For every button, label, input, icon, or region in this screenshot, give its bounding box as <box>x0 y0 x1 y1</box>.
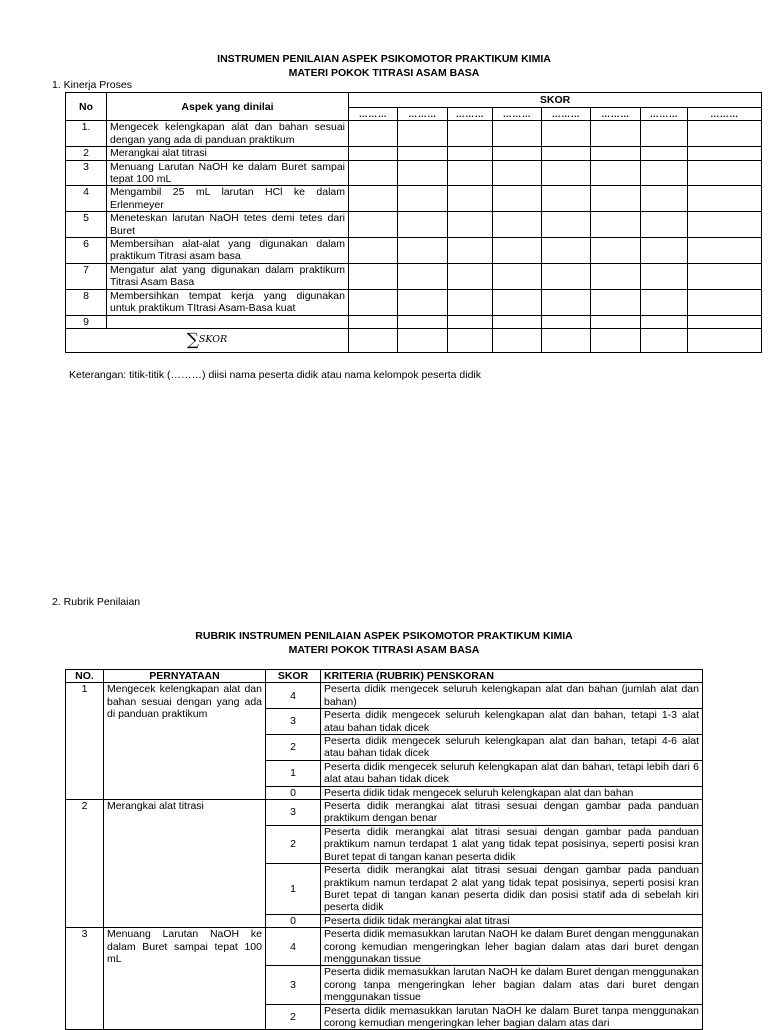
skor-name-placeholder: ……… <box>591 108 641 121</box>
skor-cell[interactable] <box>448 160 493 186</box>
skor-cell[interactable] <box>542 147 591 160</box>
skor-cell[interactable] <box>448 289 493 315</box>
skor-cell[interactable] <box>542 315 591 328</box>
keterangan-note: Keterangan: titik-titik (………) diisi nama peserta didik atau nama kelompok peserta didik <box>69 369 482 381</box>
sum-cell[interactable] <box>542 328 591 352</box>
skor-cell[interactable] <box>398 212 448 238</box>
skor-cell[interactable] <box>688 315 762 328</box>
skor-cell[interactable] <box>542 263 591 289</box>
skor-cell[interactable] <box>688 289 762 315</box>
sum-cell[interactable] <box>493 328 542 352</box>
rubrik-col-skor: SKOR <box>266 670 321 683</box>
instrument-title-line2: MATERI POKOK TITRASI ASAM BASA <box>288 67 480 79</box>
skor-cell[interactable] <box>398 186 448 212</box>
rubrik-kriteria: Peserta didik mengecek seluruh kelengkapan alat dan bahan (jumlah alat dan bahan) <box>321 683 703 709</box>
rubrik-title-line1: RUBRIK INSTRUMEN PENILAIAN ASPEK PSIKOMOTOR PRAKTIKUM KIMIA <box>195 630 573 642</box>
skor-cell[interactable] <box>448 186 493 212</box>
rubrik-skor: 4 <box>266 683 321 709</box>
row-aspek: Meneteskan larutan NaOH tetes demi tetes dari Buret <box>107 212 349 238</box>
table-row <box>66 289 762 315</box>
rubrik-skor: 3 <box>266 709 321 735</box>
rubrik-skor: 3 <box>266 800 321 826</box>
rubrik-skor: 0 <box>266 914 321 927</box>
sum-cell[interactable] <box>349 328 398 352</box>
row-aspek: Mengecek kelengkapan alat dan bahan sesuai dengan yang ada di panduan praktikum <box>107 121 349 147</box>
skor-cell[interactable] <box>398 147 448 160</box>
table-row <box>66 928 703 966</box>
skor-cell[interactable] <box>641 289 688 315</box>
skor-name-placeholder: ……… <box>448 108 493 121</box>
rubrik-col-no: NO. <box>66 670 104 683</box>
sum-cell[interactable] <box>688 328 762 352</box>
table-row <box>66 186 762 212</box>
rubrik-skor: 1 <box>266 760 321 786</box>
row-number: 3 <box>66 160 107 186</box>
row-aspek <box>107 315 349 328</box>
table-row <box>66 263 762 289</box>
row-number: 8 <box>66 289 107 315</box>
rubrik-kriteria: Peserta didik tidak mengecek seluruh kelengkapan alat dan bahan <box>321 786 703 799</box>
skor-cell[interactable] <box>688 263 762 289</box>
rubrik-skor: 2 <box>266 1004 321 1030</box>
skor-cell[interactable] <box>688 121 762 147</box>
rubrik-title-line2: MATERI POKOK TITRASI ASAM BASA <box>288 644 480 656</box>
skor-cell[interactable] <box>688 238 762 264</box>
rubrik-skor: 2 <box>266 735 321 761</box>
skor-cell[interactable] <box>641 147 688 160</box>
skor-cell[interactable] <box>591 147 641 160</box>
skor-cell[interactable] <box>591 160 641 186</box>
skor-cell[interactable] <box>349 160 398 186</box>
row-number: 1. <box>66 121 107 147</box>
col-header-skor: SKOR <box>349 93 762 108</box>
skor-cell[interactable] <box>398 263 448 289</box>
rubrik-col-kriteria: KRITERIA (RUBRIK) PENSKORAN <box>321 670 703 683</box>
skor-cell[interactable] <box>688 160 762 186</box>
rubrik-skor: 2 <box>266 825 321 863</box>
table-row <box>66 238 762 264</box>
skor-cell[interactable] <box>448 121 493 147</box>
table-row <box>66 160 762 186</box>
skor-name-placeholder: ……… <box>349 108 398 121</box>
col-header-no: No <box>66 93 107 121</box>
skor-cell[interactable] <box>641 121 688 147</box>
instrument-title-line1: INSTRUMEN PENILAIAN ASPEK PSIKOMOTOR PRAKTIKUM KIMIA <box>217 53 551 65</box>
rubrik-skor: 0 <box>266 786 321 799</box>
sigma-symbol: ∑ <box>186 330 199 351</box>
skor-cell[interactable] <box>349 147 398 160</box>
skor-name-placeholder: ……… <box>493 108 542 121</box>
skor-cell[interactable] <box>641 238 688 264</box>
row-number: 6 <box>66 238 107 264</box>
sum-cell[interactable] <box>591 328 641 352</box>
row-aspek: Membersihan alat-alat yang digunakan dalam praktikum Titrasi asam basa <box>107 238 349 264</box>
row-aspek: Membersihkan tempat kerja yang digunakan untuk praktikum TItrasi Asam-Basa kuat <box>107 289 349 315</box>
skor-cell[interactable] <box>349 121 398 147</box>
rubrik-skor: 1 <box>266 864 321 915</box>
rubrik-kriteria: Peserta didik merangkai alat titrasi sesuai dengan gambar pada panduan praktikum namun terdapat 1 alat yang tidak tepat posisinya, seperti posisi kran Buret tepat di tangan kanan peserta didik <box>321 825 703 863</box>
rubrik-number: 3 <box>66 928 104 1030</box>
skor-cell[interactable] <box>641 212 688 238</box>
skor-cell[interactable] <box>398 315 448 328</box>
row-number: 5 <box>66 212 107 238</box>
rubrik-table <box>65 669 703 1030</box>
skor-cell[interactable] <box>349 186 398 212</box>
rubrik-kriteria: Peserta didik merangkai alat titrasi sesuai dengan gambar pada panduan praktikum namun terdapat 2 alat yang tidak tepat posisinya, seperti posisi kran Buret tepat di tangan kanan peserta didik dan posisi statif ada di sebelah kiri peserta didik <box>321 864 703 915</box>
skor-cell[interactable] <box>591 238 641 264</box>
skor-cell[interactable] <box>493 160 542 186</box>
rubrik-kriteria: Peserta didik memasukkan larutan NaOH ke dalam Buret dengan menggunakan corong tanpa mengeringkan leher bagian dalam atas dari buret dengan menggunakan tissue <box>321 966 703 1004</box>
skor-cell[interactable] <box>493 121 542 147</box>
skor-cell[interactable] <box>398 289 448 315</box>
rubrik-skor: 3 <box>266 966 321 1004</box>
skor-cell[interactable] <box>542 238 591 264</box>
skor-cell[interactable] <box>542 212 591 238</box>
rubrik-kriteria: Peserta didik memasukkan larutan NaOH ke dalam Buret tanpa menggunakan corong kemudian mengeringkan leher bagian dalam atas dari <box>321 1004 703 1030</box>
rubrik-number: 1 <box>66 683 104 800</box>
row-aspek: Merangkai alat titrasi <box>107 147 349 160</box>
table-row <box>66 147 762 160</box>
skor-cell[interactable] <box>448 263 493 289</box>
skor-cell[interactable] <box>591 263 641 289</box>
section2-heading: 2. Rubrik Penilaian <box>52 596 141 608</box>
section1-heading: 1. Kinerja Proses <box>52 79 132 91</box>
rubrik-kriteria: Peserta didik merangkai alat titrasi sesuai dengan gambar pada panduan praktikum dengan benar <box>321 800 703 826</box>
rubrik-number: 2 <box>66 800 104 928</box>
skor-cell[interactable] <box>688 212 762 238</box>
skor-cell[interactable] <box>493 186 542 212</box>
skor-cell[interactable] <box>349 212 398 238</box>
sum-row <box>66 328 762 352</box>
skor-name-placeholder: ……… <box>688 108 762 121</box>
row-aspek: Mengambil 25 mL larutan HCl ke dalam Erlenmeyer <box>107 186 349 212</box>
skor-cell[interactable] <box>591 186 641 212</box>
skor-cell[interactable] <box>398 238 448 264</box>
rubrik-kriteria: Peserta didik tidak merangkai alat titrasi <box>321 914 703 927</box>
table-row <box>66 683 703 709</box>
skor-cell[interactable] <box>641 263 688 289</box>
skor-cell[interactable] <box>688 147 762 160</box>
skor-cell[interactable] <box>448 315 493 328</box>
skor-cell[interactable] <box>641 160 688 186</box>
rubrik-pernyataan: Mengecek kelengkapan alat dan bahan sesuai dengan yang ada di panduan praktikum <box>104 683 266 800</box>
skor-cell[interactable] <box>542 186 591 212</box>
rubrik-kriteria: Peserta didik memasukkan larutan NaOH ke dalam Buret dengan menggunakan corong kemudian mengeringkan leher bagian dalam atas dari buret dengan menggunakan tissue <box>321 928 703 966</box>
skor-name-placeholder: ……… <box>542 108 591 121</box>
row-aspek: Mengatur alat yang digunakan dalam praktikum Titrasi Asam Basa <box>107 263 349 289</box>
skor-cell[interactable] <box>591 121 641 147</box>
skor-cell[interactable] <box>349 238 398 264</box>
sum-label: SKOR <box>198 334 228 346</box>
skor-cell[interactable] <box>542 121 591 147</box>
rubrik-pernyataan: Menuang Larutan NaOH ke dalam Buret sampai tepat 100 mL <box>104 928 266 1030</box>
skor-cell[interactable] <box>493 315 542 328</box>
skor-cell[interactable] <box>542 160 591 186</box>
row-number: 4 <box>66 186 107 212</box>
row-number: 2 <box>66 147 107 160</box>
skor-cell[interactable] <box>448 238 493 264</box>
skor-cell[interactable] <box>591 315 641 328</box>
skor-cell[interactable] <box>641 186 688 212</box>
skor-cell[interactable] <box>349 315 398 328</box>
table-row <box>66 315 762 328</box>
skor-cell[interactable] <box>349 263 398 289</box>
rubrik-kriteria: Peserta didik mengecek seluruh kelengkapan alat dan bahan, tetapi 4-6 alat atau bahan tidak dicek <box>321 735 703 761</box>
rubrik-skor: 4 <box>266 928 321 966</box>
skor-cell[interactable] <box>493 238 542 264</box>
skor-cell[interactable] <box>591 212 641 238</box>
row-aspek: Menuang Larutan NaOH ke dalam Buret sampai tepat 100 mL <box>107 160 349 186</box>
skor-cell[interactable] <box>349 289 398 315</box>
rubrik-pernyataan: Merangkai alat titrasi <box>104 800 266 928</box>
skor-cell[interactable] <box>398 160 448 186</box>
skor-cell[interactable] <box>448 212 493 238</box>
table-row <box>66 212 762 238</box>
skor-name-placeholder: ……… <box>398 108 448 121</box>
rubrik-kriteria: Peserta didik mengecek seluruh kelengkapan alat dan bahan, tetapi lebih dari 6 alat atau bahan tidak dicek <box>321 760 703 786</box>
row-number: 7 <box>66 263 107 289</box>
table-row <box>66 121 762 147</box>
col-header-aspek: Aspek yang dinilai <box>107 93 349 121</box>
sum-skor-label <box>66 328 349 352</box>
skor-cell[interactable] <box>641 315 688 328</box>
skor-cell[interactable] <box>448 147 493 160</box>
skor-cell[interactable] <box>688 186 762 212</box>
sum-cell[interactable] <box>448 328 493 352</box>
skor-name-placeholder: ……… <box>641 108 688 121</box>
skor-cell[interactable] <box>493 147 542 160</box>
table-row <box>66 800 703 826</box>
row-number: 9 <box>66 315 107 328</box>
sum-cell[interactable] <box>398 328 448 352</box>
rubrik-col-pernyataan: PERNYATAAN <box>104 670 266 683</box>
skor-cell[interactable] <box>398 121 448 147</box>
sum-cell[interactable] <box>641 328 688 352</box>
skor-cell[interactable] <box>591 289 641 315</box>
rubrik-kriteria: Peserta didik mengecek seluruh kelengkapan alat dan bahan, tetapi 1-3 alat atau bahan tidak dicek <box>321 709 703 735</box>
kinerja-proses-table <box>65 92 762 353</box>
skor-cell[interactable] <box>542 289 591 315</box>
skor-cell[interactable] <box>493 212 542 238</box>
skor-cell[interactable] <box>493 289 542 315</box>
skor-cell[interactable] <box>493 263 542 289</box>
